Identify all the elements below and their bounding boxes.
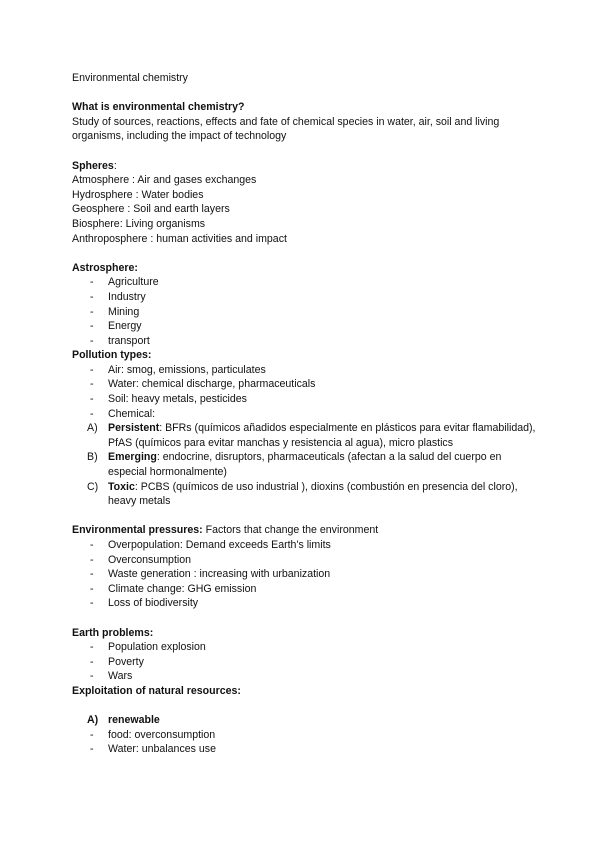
lettered-heading: [72, 713, 542, 728]
list-bullet: -: [90, 334, 94, 347]
section-heading-spheres: [72, 159, 542, 174]
list-bullet: -: [90, 305, 94, 318]
lettered-item: [72, 480, 542, 509]
spheres-colon: :: [113, 159, 117, 172]
list-item: [72, 553, 542, 568]
lettered-item: [72, 421, 542, 450]
list-bullet: -: [90, 655, 94, 668]
section-heading-astrosphere: Astrosphere:: [72, 261, 138, 274]
list-item-text: Overconsumption: [108, 553, 192, 566]
term: Persistent: [108, 422, 160, 435]
list-item-text: transport: [108, 334, 150, 347]
list-item-text: Industry: [108, 290, 146, 303]
list-bullet: -: [90, 290, 94, 303]
list-bullet: -: [90, 641, 94, 654]
list-item: [72, 392, 542, 407]
list-bullet: -: [90, 670, 94, 683]
list-bullet: -: [90, 728, 94, 741]
list-bullet: -: [90, 393, 94, 406]
list-item-text: Air: smog, emissions, particulates: [108, 363, 266, 376]
subheading-renewable: renewable: [108, 714, 160, 727]
list-item: [72, 334, 542, 349]
list-item-text: Population explosion: [108, 641, 206, 654]
list-item: [72, 319, 542, 334]
list-letter: B): [87, 451, 98, 464]
list-item-text: Overpopulation: Demand exceeds Earth's limits: [108, 539, 331, 551]
list-bullet: -: [90, 597, 94, 610]
list-item-text: food: overconsumption: [108, 728, 216, 741]
list-item: [72, 582, 542, 597]
list-item: [72, 728, 542, 743]
list-item: [72, 669, 542, 684]
list-bullet: -: [90, 553, 94, 566]
sphere-line: Geosphere : Soil and earth layers: [72, 203, 230, 216]
sphere-line: Atmosphere : Air and gases exchanges: [72, 174, 257, 187]
list-letter: A): [87, 422, 98, 435]
list-item: [72, 742, 542, 757]
section-heading-pollution: Pollution types:: [72, 349, 152, 362]
list-item-text: Wars: [108, 670, 133, 683]
list-bullet: -: [90, 582, 94, 595]
sphere-line: Anthroposphere : human activities and impact: [72, 232, 287, 245]
section-heading-earth: Earth problems:: [72, 626, 154, 639]
list-item: [72, 377, 542, 392]
list-bullet: -: [90, 320, 94, 333]
list-item-text: Water: unbalances use: [108, 743, 216, 756]
list-item-text: Water: chemical discharge, pharmaceuticals: [108, 378, 316, 391]
list-bullet: -: [90, 568, 94, 581]
list-bullet: -: [90, 276, 94, 289]
list-bullet: -: [90, 743, 94, 756]
section-heading-exploitation: Exploitation of natural resources:: [72, 684, 241, 697]
list-item-text: Energy: [108, 320, 142, 333]
term-description: : endocrine, disruptors, pharmaceuticals (afectan a la salud del cuerpo en especial hormonalmente): [108, 451, 502, 479]
sphere-line: Biosphere: Living organisms: [72, 217, 206, 230]
list-item: [72, 305, 542, 320]
term-description: : BFRs (químicos añadidos especialmente en plásticos para evitar flamabilidad), PfAS (químicos para evitar manchas y resistencia al agua), micro plastics: [108, 422, 536, 449]
list-item: [72, 596, 542, 611]
list-bullet: -: [90, 363, 94, 376]
list-bullet: -: [90, 407, 94, 420]
list-item-text: Chemical:: [108, 407, 156, 420]
list-item: [72, 640, 542, 655]
list-item-text: Waste generation : increasing with urbanization: [108, 568, 331, 581]
sphere-line: Hydrosphere : Water bodies: [72, 188, 204, 201]
list-item-text: Agriculture: [108, 276, 159, 289]
list-letter: A): [87, 714, 99, 727]
list-bullet: -: [90, 539, 94, 551]
term: Toxic: [108, 480, 135, 493]
list-item: [72, 275, 542, 290]
list-letter: C): [87, 480, 99, 493]
term: Emerging: [108, 451, 157, 464]
list-item: [72, 290, 542, 305]
list-item: [72, 407, 542, 422]
document-body: [72, 71, 542, 757]
lettered-item: [72, 450, 542, 479]
list-item-text: Poverty: [108, 655, 144, 668]
list-item: [72, 538, 542, 553]
pressures-intro: Factors that change the environment: [202, 524, 379, 537]
list-item: [72, 567, 542, 582]
section-heading-pressures: [72, 523, 542, 538]
section-heading-what: What is environmental chemistry?: [72, 101, 245, 114]
list-item-text: Loss of biodiversity: [108, 597, 199, 610]
list-item: [72, 655, 542, 670]
document-title: Environmental chemistry: [72, 72, 188, 84]
list-item-text: Soil: heavy metals, pesticides: [108, 393, 247, 406]
list-item: [72, 363, 542, 378]
pressures-label: Environmental pressures:: [72, 524, 203, 537]
spheres-label: Spheres: [72, 159, 114, 172]
list-bullet: -: [90, 378, 94, 391]
list-item-text: Climate change: GHG emission: [108, 582, 257, 595]
term-description: : PCBS (químicos de uso industrial ), dioxins (combustión en presencia del cloro), heavy metals: [108, 480, 518, 508]
list-item-text: Mining: [108, 305, 140, 318]
section-text-what: Study of sources, reactions, effects and fate of chemical species in water, air, soil and living organisms, including the impact of technology: [72, 115, 500, 143]
